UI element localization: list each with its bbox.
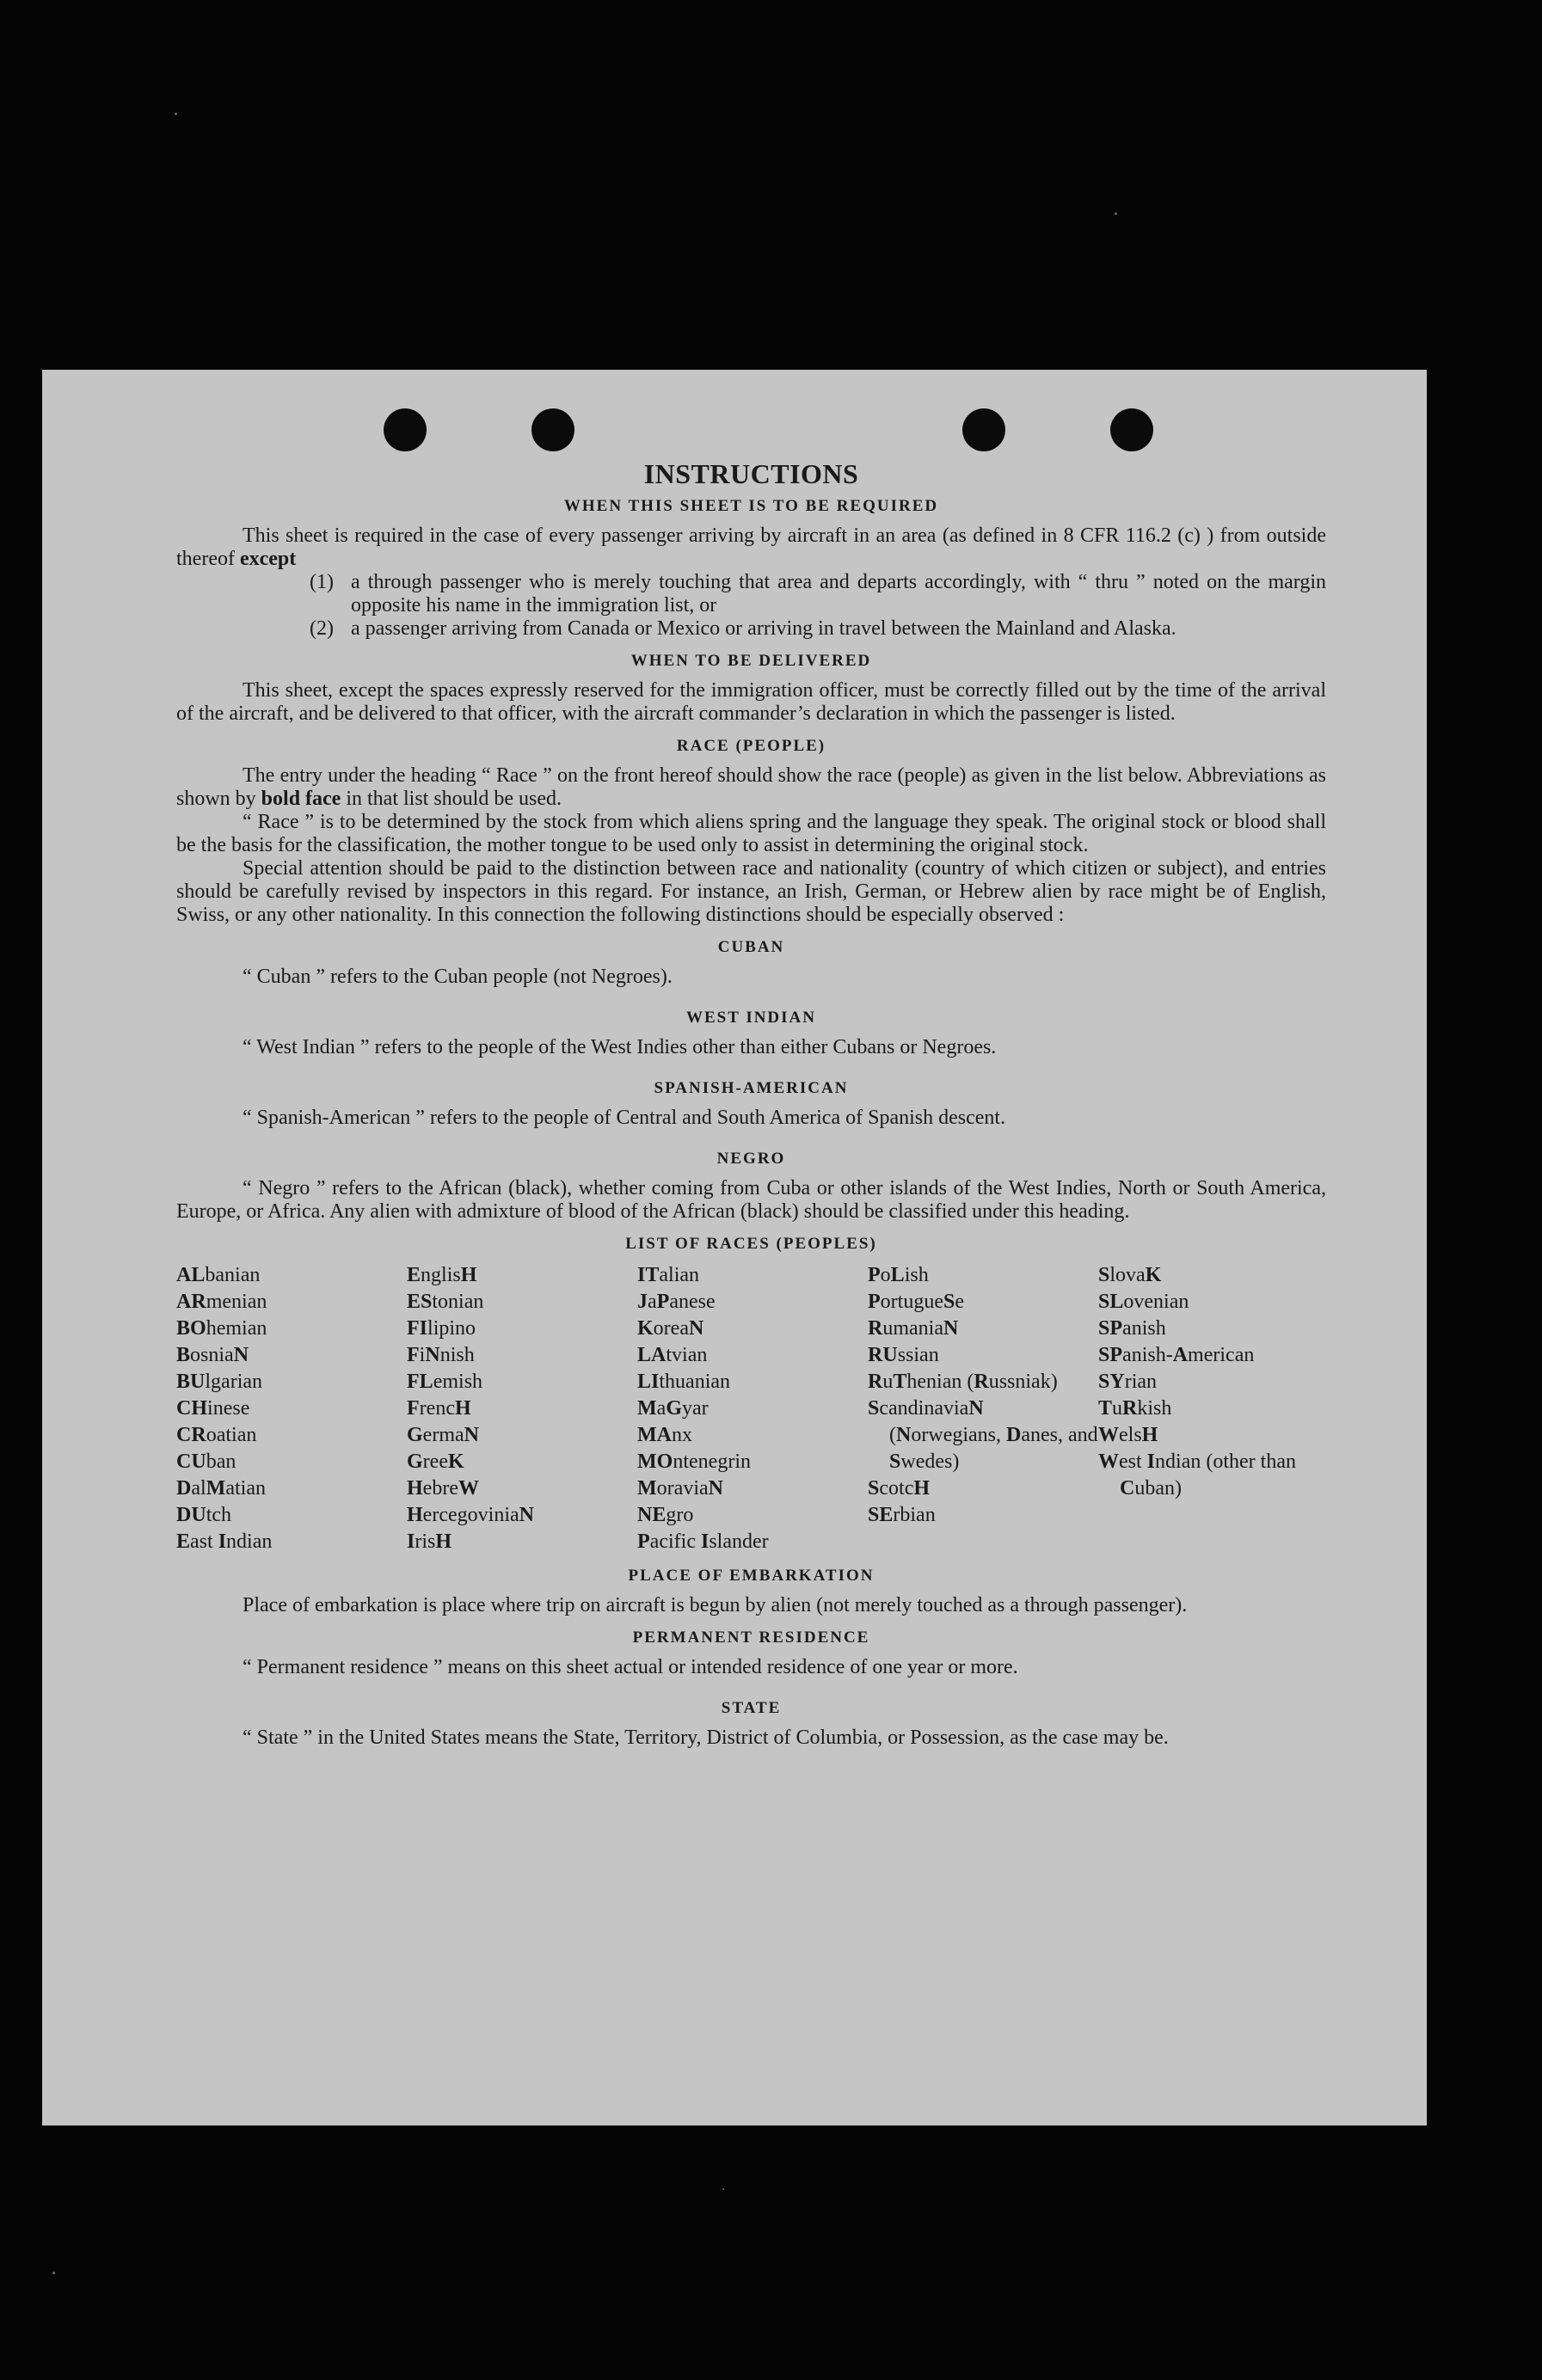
- race-entry: WelsH: [1098, 1424, 1158, 1446]
- punch-hole-icon: [1110, 408, 1153, 451]
- section-heading-required: WHEN THIS SHEET IS TO BE REQUIRED: [563, 497, 939, 515]
- race-entry: CHinese: [176, 1397, 250, 1420]
- race-entry: TuRkish: [1098, 1397, 1172, 1420]
- race-entry: Pacific Islander: [637, 1530, 769, 1553]
- race-entry: MoraviaN: [637, 1477, 723, 1500]
- race-entry: ALbanian: [176, 1264, 261, 1286]
- scan-speck: [52, 2272, 55, 2274]
- exception-text: a through passenger who is merely touching that area and departs accordingly, with “ thru ” noted on the margin opposite his name in the immigration list, or: [351, 571, 1326, 616]
- race-paragraph-text: in that list should be used.: [341, 788, 562, 810]
- races-column: [868, 1262, 1098, 1555]
- race-entry: KoreaN: [637, 1317, 704, 1340]
- section-heading-race: RACE (PEOPLE): [676, 737, 826, 755]
- section-heading-delivered: WHEN TO BE DELIVERED: [630, 652, 872, 670]
- race-entry: BOhemian: [176, 1317, 267, 1340]
- race-entry: DalMatian: [176, 1477, 266, 1500]
- embarkation-text: Place of embarkation is place where trip on aircraft is begun by alien (not merely touched as a through passenger).: [243, 1594, 1188, 1616]
- exception-number: (2): [310, 617, 334, 640]
- race-entry: FrencH: [407, 1397, 471, 1420]
- document-title: INSTRUCTIONS: [643, 458, 859, 489]
- race-entry: ScandinaviaN (Norwegians, Danes, and Swedes): [868, 1397, 1098, 1473]
- race-entry: PortugueSe: [868, 1291, 965, 1313]
- race-entry: HebreW: [407, 1477, 479, 1500]
- race-bold-face: bold face: [261, 788, 341, 810]
- race-entry: ScotcH: [868, 1477, 931, 1500]
- races-column: [637, 1262, 868, 1555]
- race-entry: GermaN: [407, 1424, 479, 1446]
- races-column: [1098, 1262, 1296, 1555]
- race-paragraph: Special attention should be paid to the distinction between race and nationality (country of which citizen or subject), and entries should be carefully revised by inspectors in this regard. For instance, an Irish, German, or Hebrew alien by race might be of English, Swiss, or any other nationality. In this connection the following distinctions should be especially observed :: [176, 857, 1326, 926]
- race-paragraph-text: The entry under the heading “ Race ” on the front hereof should show the race (people) as given in the list below. Abbreviations as shown by: [176, 764, 1326, 810]
- west-indian-text: “ West Indian ” refers to the people of the West Indies other than either Cubans or Negroes.: [243, 1036, 997, 1058]
- required-exception-item: [310, 571, 1326, 617]
- race-entry: JaPanese: [637, 1291, 716, 1313]
- races-column: [407, 1262, 637, 1555]
- state-text: “ State ” in the United States means the State, Territory, District of Columbia, or Possession, as the case may be.: [243, 1727, 1169, 1749]
- race-entry: CRoatian: [176, 1424, 257, 1446]
- race-paragraph: “ Race ” is to be determined by the stock from which aliens spring and the language they speak. The original stock or blood shall be the basis for the classification, the mother tongue to be used only to assist in determining the original stock.: [176, 811, 1326, 856]
- scan-speck: [1115, 212, 1117, 215]
- race-entry: LAtvian: [637, 1344, 708, 1366]
- required-exception-item: [310, 617, 1326, 641]
- race-entry: BosniaN: [176, 1344, 249, 1366]
- race-entry: SYrian: [1098, 1371, 1158, 1393]
- race-entry: ITalian: [637, 1264, 700, 1286]
- race-entry: SPanish-American: [1098, 1344, 1255, 1366]
- race-entry: LIthuanian: [637, 1371, 731, 1393]
- required-intro-text: This sheet is required in the case of every passenger arriving by aircraft in an area (as defined in 8 CFR 116.2 (c) ) from outside thereof: [176, 524, 1326, 570]
- document-body: [176, 458, 1326, 1750]
- race-entry: ARmenian: [176, 1291, 267, 1313]
- document-sheet: [42, 370, 1427, 2125]
- section-heading-races-list: LIST OF RACES (PEOPLES): [625, 1235, 877, 1253]
- section-heading-west-indian: WEST INDIAN: [686, 1009, 816, 1027]
- race-entry: East Indian: [176, 1530, 273, 1553]
- race-entry: CUban: [176, 1451, 237, 1473]
- race-entry: RuThenian (Russniak): [868, 1371, 1058, 1393]
- race-entry: MAnx: [637, 1424, 692, 1446]
- delivered-text: This sheet, except the spaces expressly reserved for the immigration officer, must be correctly filled out by the time of the arrival of the aircraft, and be delivered to that officer, with the aircraft commander’s declaration in which the passenger is listed.: [176, 679, 1326, 725]
- section-heading-spanish-american: SPANISH-AMERICAN: [654, 1079, 849, 1097]
- punch-hole-icon: [531, 408, 574, 451]
- races-list: [176, 1262, 1326, 1555]
- section-heading-cuban: CUBAN: [717, 938, 785, 956]
- race-entry: RumaniaN: [868, 1317, 959, 1340]
- race-entry: MaGyar: [637, 1397, 709, 1420]
- exception-text: a passenger arriving from Canada or Mexico or arriving in travel between the Mainland and Alaska.: [351, 617, 1176, 640]
- race-entry: IrisH: [407, 1530, 452, 1553]
- section-heading-embarkation: PLACE OF EMBARKATION: [628, 1567, 875, 1585]
- race-entry: SLovenian: [1098, 1291, 1189, 1313]
- race-entry: SErbian: [868, 1504, 936, 1526]
- section-heading-state: STATE: [721, 1699, 782, 1717]
- race-entry: EStonian: [407, 1291, 484, 1313]
- races-column: [176, 1262, 407, 1555]
- required-intro-except: except: [239, 548, 297, 570]
- race-entry: SPanish: [1098, 1317, 1166, 1340]
- required-intro: [176, 524, 1326, 571]
- race-entry: EnglisH: [407, 1264, 477, 1286]
- race-entry: SlovaK: [1098, 1264, 1162, 1286]
- race-entry: NEgro: [637, 1504, 694, 1526]
- race-entry: West Indian (other than Cuban): [1098, 1451, 1296, 1500]
- section-heading-residence: PERMANENT RESIDENCE: [632, 1629, 870, 1647]
- race-entry: PoLish: [868, 1264, 929, 1286]
- residence-text: “ Permanent residence ” means on this sheet actual or intended residence of one year or more.: [243, 1656, 1018, 1678]
- race-entry: FiNnish: [407, 1344, 475, 1366]
- spanish-american-text: “ Spanish-American ” refers to the people of Central and South America of Spanish descent.: [243, 1107, 1006, 1129]
- scan-speck: [175, 113, 177, 115]
- race-entry: DUtch: [176, 1504, 232, 1526]
- punch-hole-icon: [962, 408, 1005, 451]
- race-entry: BUlgarian: [176, 1371, 263, 1393]
- section-heading-negro: NEGRO: [716, 1150, 786, 1168]
- race-entry: GreeK: [407, 1451, 464, 1473]
- race-paragraph: [176, 764, 1326, 811]
- race-entry: MOntenegrin: [637, 1451, 751, 1473]
- race-entry: FIlipino: [407, 1317, 476, 1340]
- race-entry: FLemish: [407, 1371, 483, 1393]
- race-entry: HercegoviniaN: [407, 1504, 534, 1526]
- negro-text: “ Negro ” refers to the African (black), whether coming from Cuba or other islands of the West Indies, North or South America, Europe, or Africa. Any alien with admixture of blood of the African (black) should be classified under this heading.: [176, 1177, 1326, 1223]
- punch-hole-icon: [384, 408, 427, 451]
- scan-speck: [722, 2188, 724, 2190]
- exception-number: (1): [310, 571, 334, 593]
- cuban-text: “ Cuban ” refers to the Cuban people (not Negroes).: [243, 966, 673, 988]
- race-entry: RUssian: [868, 1344, 939, 1366]
